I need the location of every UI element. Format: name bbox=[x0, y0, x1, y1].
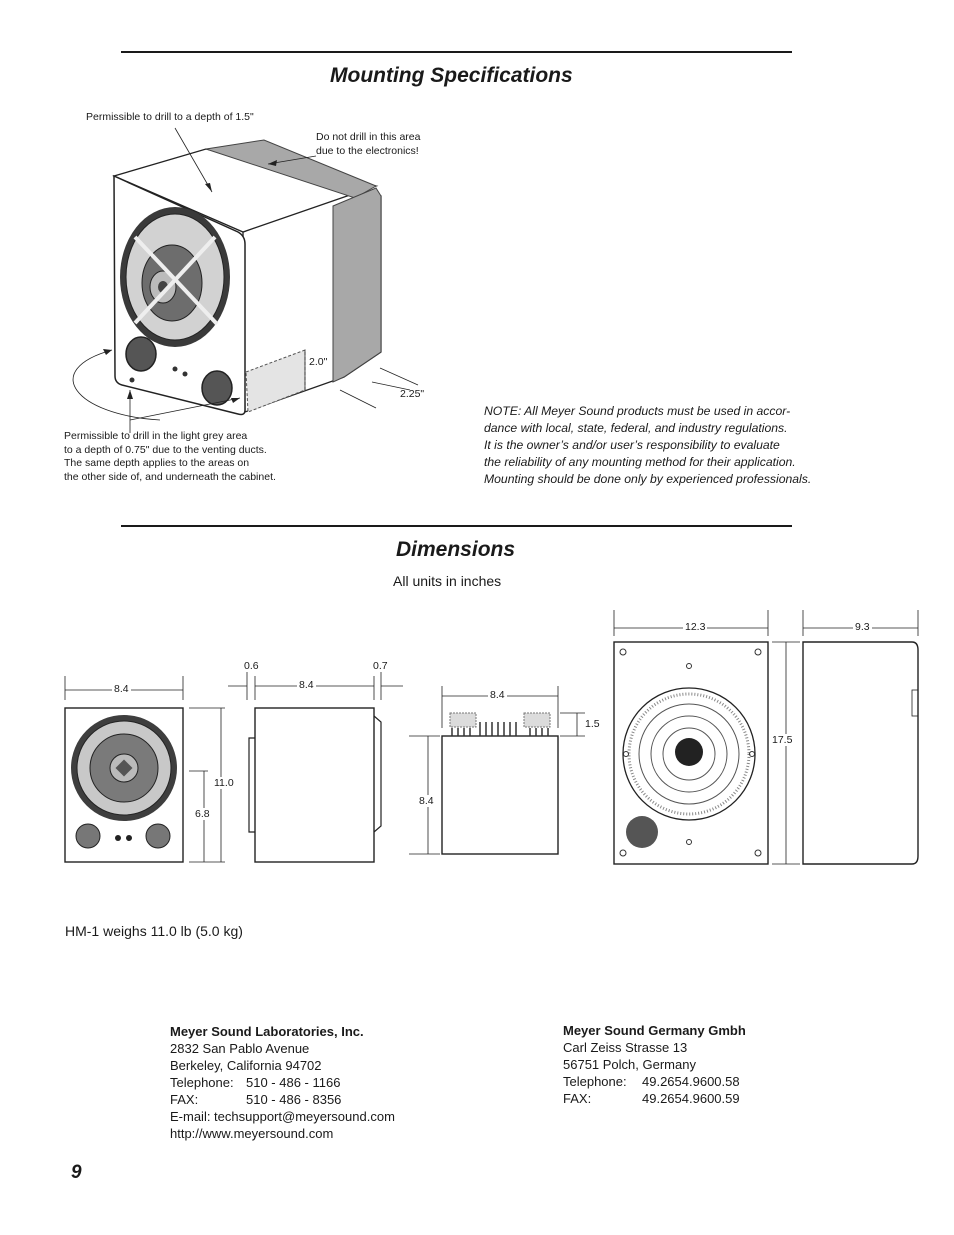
mount-side-depth-label: 9.3 bbox=[855, 621, 870, 633]
top-height-label: 8.4 bbox=[419, 795, 434, 807]
contact-usa-phone: 510 - 486 - 1166 bbox=[246, 1075, 341, 1090]
contact-usa-phone-label: Telephone: bbox=[170, 1075, 234, 1090]
weight-text: HM-1 weighs 11.0 lb (5.0 kg) bbox=[65, 923, 243, 939]
side-front-protrusion-label: 0.7 bbox=[373, 660, 388, 672]
contact-usa-web: http://www.meyersound.com bbox=[170, 1126, 334, 1141]
contact-usa-email: E-mail: techsupport@meyersound.com bbox=[170, 1109, 395, 1124]
contact-germany-city: 56751 Polch, Germany bbox=[563, 1057, 696, 1072]
contact-germany-name: Meyer Sound Germany Gmbh bbox=[563, 1023, 746, 1038]
dimensions-title: Dimensions bbox=[396, 538, 516, 561]
mount-front-width-label: 12.3 bbox=[685, 621, 706, 633]
callout-no-drill-electronics: Do not drill in this area due to the electronics! bbox=[316, 131, 421, 157]
contact-germany bbox=[563, 1022, 746, 1107]
units-note: All units in inches bbox=[393, 573, 502, 589]
contact-germany-street: Carl Zeiss Strasse 13 bbox=[563, 1040, 688, 1055]
side-rear-protrusion-label: 0.6 bbox=[244, 660, 259, 672]
contact-usa-city: Berkeley, California 94702 bbox=[170, 1058, 322, 1073]
top-fin-height-label: 1.5 bbox=[585, 718, 600, 730]
side-depth-label: 8.4 bbox=[299, 679, 314, 691]
callout-drill-depth-top: Permissible to drill to a depth of 1.5" bbox=[86, 111, 254, 123]
front-woofer-height-label: 6.8 bbox=[195, 808, 210, 820]
dimension-label-2-0: 2.0" bbox=[309, 356, 328, 368]
mount-front-height-label: 17.5 bbox=[772, 734, 793, 746]
contact-usa-fax-label: FAX: bbox=[170, 1092, 199, 1107]
contact-usa-fax: 510 - 486 - 8356 bbox=[246, 1092, 342, 1107]
contact-usa bbox=[170, 1023, 395, 1142]
contact-germany-phone-label: Telephone: bbox=[563, 1074, 627, 1089]
contact-germany-fax-label: FAX: bbox=[563, 1091, 592, 1106]
contact-germany-fax: 49.2654.9600.59 bbox=[642, 1091, 740, 1106]
mounting-note: NOTE: All Meyer Sound products must be used in accor- dance with local, state, federal, and industry regulations. It is the owner’s and/or user’s responsibility to evaluate the reliability of any mounting method for their application. Mounting should be done only by experienced professionals. bbox=[484, 404, 812, 486]
front-height-label: 11.0 bbox=[214, 777, 234, 789]
page-number: 9 bbox=[71, 1162, 82, 1183]
front-width-label: 8.4 bbox=[114, 683, 129, 695]
dimension-label-2-25: 2.25" bbox=[400, 388, 425, 400]
contact-germany-phone: 49.2654.9600.58 bbox=[642, 1074, 740, 1089]
callout-vent-area: Permissible to drill in the light grey area to a depth of 0.75" due to the venting ducts. The same depth applies to the areas on the other side of, and underneath the cabinet. bbox=[64, 430, 276, 483]
top-width-label: 8.4 bbox=[490, 689, 505, 701]
mounting-title: Mounting Specifications bbox=[330, 64, 573, 87]
contact-usa-street: 2832 San Pablo Avenue bbox=[170, 1041, 310, 1056]
contact-usa-name: Meyer Sound Laboratories, Inc. bbox=[170, 1024, 364, 1039]
